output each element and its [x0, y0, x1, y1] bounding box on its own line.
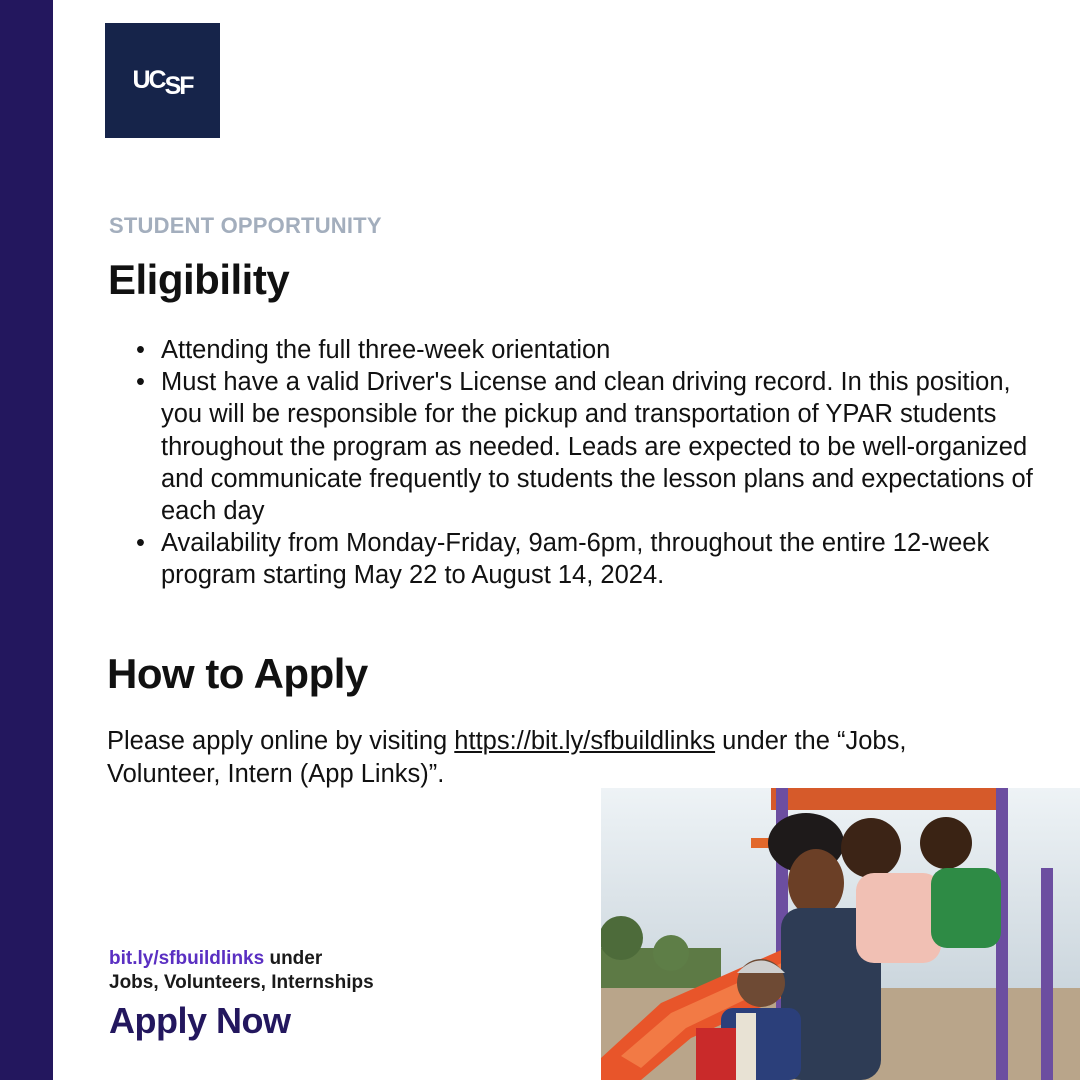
family-playground-photo: [601, 788, 1080, 1080]
footer-under: under: [264, 948, 323, 969]
footer-categories: Jobs, Volunteers, Internships: [109, 972, 374, 993]
eligibility-item: • Availability from Monday-Friday, 9am-6pm, throughout the entire 12-week program starting May 22 to August 14, 2024.: [161, 527, 1046, 591]
eligibility-item: • Attending the full three-week orientation: [161, 334, 1046, 366]
eligibility-list: [161, 334, 1046, 592]
footer-link-line: [109, 948, 322, 970]
apply-text-before: Please apply online by visiting: [107, 727, 455, 755]
eligibility-heading: Eligibility: [108, 256, 290, 303]
apply-link[interactable]: https://bit.ly/sfbuildlinks: [454, 727, 716, 755]
apply-instructions: [107, 725, 1007, 790]
ucsf-logo-wordmark: [105, 23, 220, 138]
eligibility-item: • Must have a valid Driver's License and clean driving record. In this position, you will be responsible for the pickup and transportation of YPAR students throughout the program as needed. Leads are expected to be well-organized and communicate frequently to students the lesson plans and expectations of each day: [161, 366, 1046, 527]
logo-text-main: UC: [132, 66, 165, 94]
footer-link[interactable]: bit.ly/sfbuildlinks: [109, 948, 265, 969]
ucsf-logo: [105, 23, 220, 138]
left-accent-bar: [0, 0, 53, 1080]
logo-text-sub: SF: [164, 72, 193, 100]
how-to-apply-heading: How to Apply: [107, 650, 368, 697]
eyebrow-label: STUDENT OPPORTUNITY: [109, 213, 382, 238]
photo-illustration: [601, 788, 1080, 1080]
apply-now-cta[interactable]: Apply Now: [109, 1000, 291, 1041]
apply-text-after: under the “Jobs, Volunteer, Intern (App Links)”.: [107, 727, 907, 788]
